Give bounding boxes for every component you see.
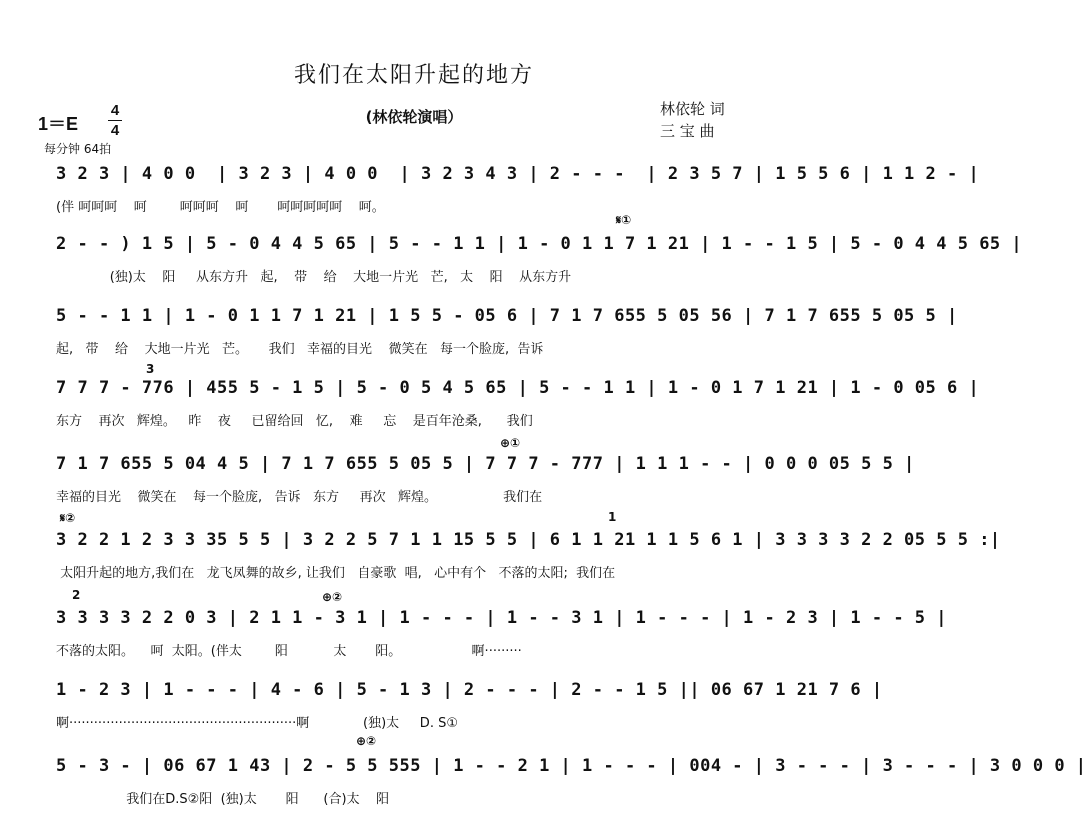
lyrics-line: 东方 再次 辉煌。 昨 夜 已留给回 忆, 难 忘 是百年沧桑, 我们 xyxy=(56,414,533,429)
notation-line: 3 3 3 3 2 2 0 3 | 2 1 1 - 3 1 | 1 - - - | 1 - - 3 1 | 1 - - - | 1 - 2 3 | 1 - - 5 | xyxy=(56,608,947,628)
staff-row-2 xyxy=(56,230,1023,288)
coda-mark-3: ⊕② xyxy=(356,734,377,748)
notation-line: 1 - 2 3 | 1 - - - | 4 - 6 | 5 - 1 3 | 2 - - - | 2 - - 1 5 || 06 67 1 21 7 6 | xyxy=(56,680,883,700)
notation-line: 5 - 3 - | 06 67 1 43 | 2 - 5 5 555 | 1 - - 2 1 | 1 - - - | 004 - | 3 - - - | 3 - - - | 3 0 0 0 | xyxy=(56,756,1087,776)
lyrics-line: (独)太 阳 从东方升 起, 带 给 大地一片光 芒, 太 阳 从东方升 xyxy=(56,270,572,285)
volta-1: 1 xyxy=(608,510,617,524)
notation-line: 3 2 3 | 4 0 0 | 3 2 3 | 4 0 0 | 3 2 3 4 3 | 2 - - - | 2 3 5 7 | 1 5 5 6 | 1 1 2 - | xyxy=(56,164,980,184)
song-title: 我们在太阳升起的地方 xyxy=(293,63,534,88)
credits xyxy=(660,98,725,142)
lyrics-line: 不落的太阳。 呵 太阳。(伴太 阳 太 阳。 啊········· xyxy=(56,644,522,659)
lyrics-line: 我们在D.S②阳 (独)太 阳 (合)太 阳 xyxy=(56,792,390,807)
notation-line: 3 2 2 1 2 3 3 35 5 5 | 3 2 2 5 7 1 1 15 5 5 | 6 1 1 21 1 1 5 6 1 | 3 3 3 3 2 2 05 5 5 :| xyxy=(56,530,1001,550)
volta-2: 2 xyxy=(72,588,81,602)
staff-row-8 xyxy=(56,676,883,734)
lyrics-line: 太阳升起的地方,我们在 龙飞凤舞的故乡, 让我们 自豪歌 唱, 心中有个 不落的太阳; 我们在 xyxy=(56,566,616,581)
tempo-marking: 每分钟 64拍 xyxy=(44,142,112,156)
staff-row-9 xyxy=(56,752,1087,810)
notation-line: 5 - - 1 1 | 1 - 0 1 1 7 1 21 | 1 5 5 - 05 6 | 7 1 7 655 5 05 56 | 7 1 7 655 5 05 5 | xyxy=(56,306,958,326)
coda-mark-1: ⊕① xyxy=(500,436,521,450)
staff-row-6 xyxy=(56,526,1001,584)
lyrics-line: 啊·······················································啊 (独)太 D. S① xyxy=(56,716,458,731)
triplet-mark: 3 xyxy=(146,362,155,376)
performer: (林依轮演唱） xyxy=(365,108,463,126)
time-signature-bottom: 4 xyxy=(110,122,120,139)
key-signature: 1＝E xyxy=(38,114,79,134)
notation-line: 2 - - ) 1 5 | 5 - 0 4 4 5 65 | 5 - - 1 1 | 1 - 0 1 1 7 1 21 | 1 - - 1 5 | 5 - 0 4 4 5 65 | xyxy=(56,234,1023,254)
lyricist: 林依轮 词 xyxy=(660,100,725,118)
staff-row-3 xyxy=(56,302,958,360)
segno-mark-1: 𝄋① xyxy=(616,213,632,227)
coda-mark-2: ⊕② xyxy=(322,590,343,604)
lyrics-line: 幸福的目光 微笑在 每一个脸庞, 告诉 东方 再次 辉煌。 我们在 xyxy=(56,490,543,505)
composer: 三 宝 曲 xyxy=(660,122,715,140)
notation-line: 7 7 7 - 776 | 455 5 - 1 5 | 5 - 0 5 4 5 65 | 5 - - 1 1 | 1 - 0 1 7 1 21 | 1 - 0 05 6 | xyxy=(56,378,980,398)
time-signature-top: 4 xyxy=(110,102,120,119)
segno-mark-2: 𝄋② xyxy=(60,511,76,525)
staff-row-4 xyxy=(56,374,980,432)
notation-line: 7 1 7 655 5 04 4 5 | 7 1 7 655 5 05 5 | 7 7 7 - 777 | 1 1 1 - - | 0 0 0 05 5 5 | xyxy=(56,454,915,474)
lyrics-line: 起, 带 给 大地一片光 芒。 我们 幸福的目光 微笑在 每一个脸庞, 告诉 xyxy=(56,342,544,357)
staff-row-1 xyxy=(56,160,980,218)
lyrics-line: (伴 呵呵呵 呵 呵呵呵 呵 呵呵呵呵呵 呵。 xyxy=(56,200,385,215)
staff-row-5 xyxy=(56,450,915,508)
staff-row-7 xyxy=(56,604,947,662)
